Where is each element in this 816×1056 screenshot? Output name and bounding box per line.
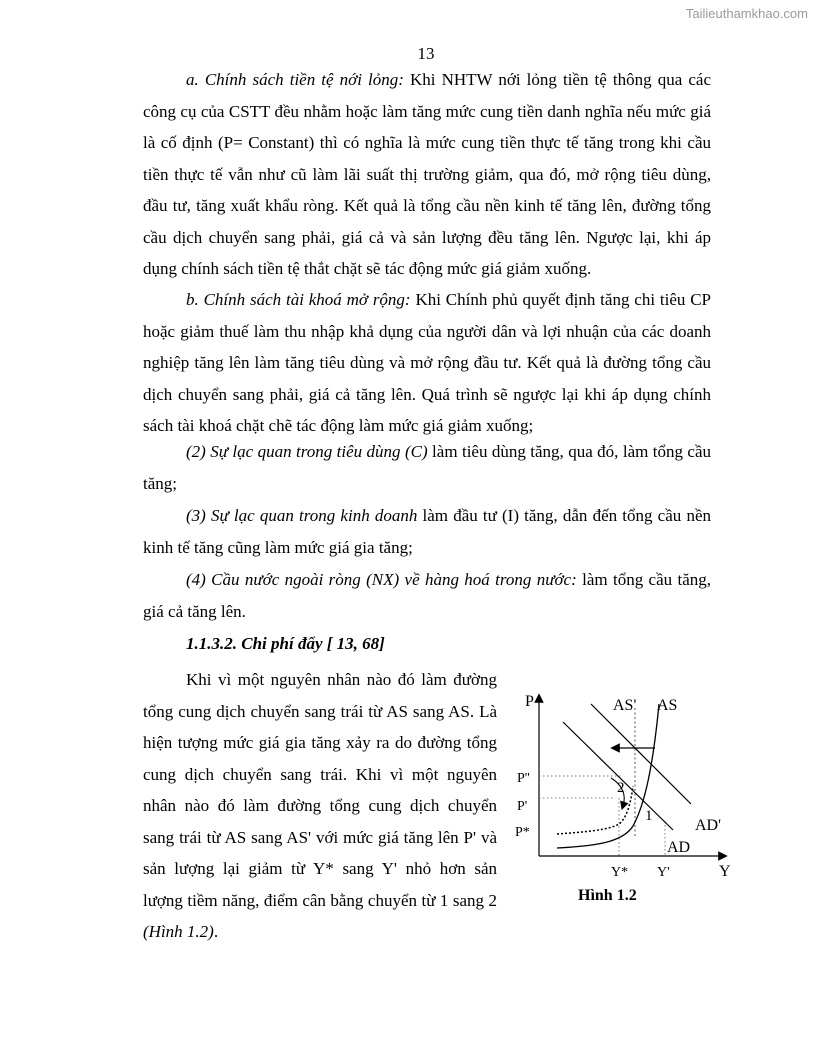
ad-label: AD: [667, 839, 691, 856]
paragraph-fiscal-policy: [143, 284, 711, 442]
paragraph-end: .: [213, 922, 219, 941]
paragraph-lead: b. Chính sách tài khoá mở rộng:: [186, 290, 411, 309]
as-prime-label: AS': [613, 697, 637, 714]
paragraph-lead: (3) Sự lạc quan trong kinh doanh: [186, 506, 418, 525]
p-axis-label: P: [525, 693, 534, 710]
paragraph-cost-push: [143, 664, 497, 948]
figure-reference: (Hình 1.2): [143, 922, 214, 941]
ad-prime-label: AD': [695, 817, 721, 834]
y-star-label: Y*: [611, 865, 629, 880]
paragraph-body: làm tổng cầu tăng, giá cả tăng lên.: [143, 570, 711, 621]
paragraph-body: Khi NHTW nới lỏng tiền tệ thông qua các công cụ của CSTT đều nhằm hoặc làm tăng mức cung tiền danh nghĩa nếu mức giá là cố định (P= Constant) thì có nghĩa là mức cung tiền thực tế tăng trong khi cầu tiền thực tế vẫn như cũ làm lãi suất thị trường giảm, qua đó, mở rộng tiêu dùng, đầu tư, tăng xuất khẩu ròng. Kết quả là tổng cầu nền kinh tế tăng lên, đường tổng cầu dịch chuyển sang phải, giá cả và sản lượng đều tăng lên. Ngược lại, khi áp dụng chính sách tiền tệ thắt chặt sẽ tác động mức giá giảm xuống.: [143, 70, 711, 278]
p-prime-label: P': [517, 799, 528, 814]
as-ad-diagram: [505, 686, 745, 886]
paragraph-monetary-policy: [143, 64, 711, 285]
paragraph-lead: (4) Cầu nước ngoài ròng (NX) về hàng hoá trong nước:: [186, 570, 577, 589]
paragraph-business-optimism: [143, 500, 711, 563]
paragraph-body: làm đầu tư (I) tăng, dẫn đến tổng cầu nền kinh tế tăng cũng làm mức giá gia tăng;: [143, 506, 711, 557]
figure-caption: Hình 1.2: [578, 887, 637, 904]
paragraph-net-exports: [143, 564, 711, 627]
as-label: AS: [657, 697, 678, 714]
paragraph-consumer-optimism: [143, 436, 711, 499]
point-1-label: 1: [645, 808, 653, 824]
paragraph-lead: (2) Sự lạc quan trong tiêu dùng (C): [186, 442, 428, 461]
y-prime-label: Y': [657, 865, 670, 880]
watermark: Tailieuthamkhao.com: [685, 6, 808, 21]
ad-prime-line: [591, 704, 691, 804]
y-axis-label: Y: [719, 863, 731, 880]
paragraph-body: Khi Chính phủ quyết định tăng chi tiêu CP hoặc giảm thuế làm thu nhập khả dụng của người dân và lợi nhuận của các doanh nghiệp tăng lên làm tăng tiêu dùng và mở rộng đầu tư. Kết quả là đường tổng cầu dịch chuyển sang phải, giá cả tăng lên. Quá trình sẽ ngược lại khi áp dụng chính sách tài khoá chặt chẽ tác động làm mức giá giảm xuống;: [143, 290, 711, 435]
p-double-label: P'': [517, 771, 530, 786]
paragraph-lead: a. Chính sách tiền tệ nới lỏng:: [186, 70, 404, 89]
paragraph-body: làm tiêu dùng tăng, qua đó, làm tổng cầu tăng;: [143, 442, 711, 493]
section-heading: 1.1.3.2. Chi phí đẩy [ 13, 68]: [186, 634, 385, 653]
point-2-label: 2: [617, 780, 625, 796]
page-number: 13: [417, 44, 435, 63]
p-star-label: P*: [515, 825, 530, 840]
paragraph-body: Khi vì một nguyên nhân nào đó làm đường tổng cung dịch chuyển sang trái từ AS sang AS. Là hiện tượng mức giá gia tăng xảy ra do đường tổng cung dịch chuyển sang trái. Khi vì một nguyên nhân nào đó làm đường tổng cung dịch chuyển sang trái từ AS sang AS' với mức giá tăng lên P' và sản lượng lại giảm từ Y* sang Y' nhỏ hơn sản lượng tiềm năng, điểm cân bằng chuyển từ 1 sang 2: [143, 670, 497, 910]
